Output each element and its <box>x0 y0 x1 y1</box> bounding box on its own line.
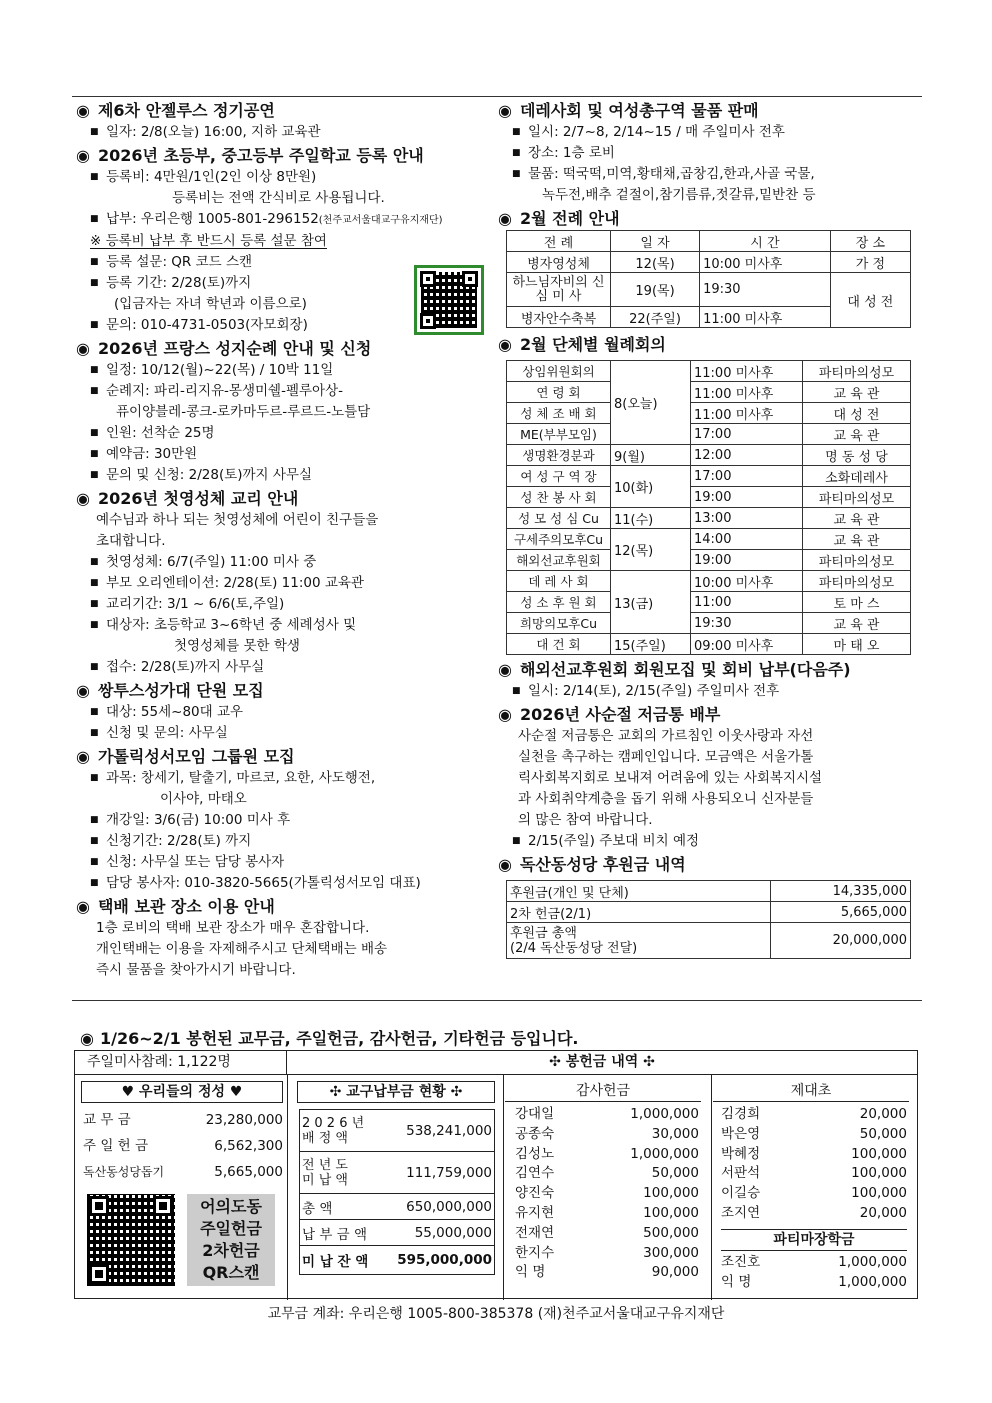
list-item <box>515 1105 699 1125</box>
pay-text: 납부: 우리은행 1005-801-296152 <box>106 211 319 227</box>
qr-label <box>187 1194 275 1286</box>
donor-name: 유지현 <box>515 1204 555 1221</box>
table-cell: ME(부부모임) <box>507 424 611 445</box>
table-row <box>300 1194 494 1220</box>
bullet-icon: ◉ <box>498 101 512 120</box>
list-item <box>721 1253 907 1273</box>
list-item <box>721 1184 907 1204</box>
paragraph: 예수님과 하나 되는 첫영성체에 어린이 친구들을 <box>96 512 379 528</box>
table-row <box>507 902 911 923</box>
list-item-cont: (입금자는 자녀 학년과 이름으로) <box>114 296 307 312</box>
donor-name: 전재연 <box>515 1224 555 1241</box>
row-label: 2 0 2 6 년 배 정 액 <box>302 1115 365 1146</box>
list-item <box>83 1159 283 1185</box>
table-cell: 11(수) <box>611 508 691 529</box>
table-cell: 19:00 <box>691 487 803 508</box>
donor-amount: 50,000 <box>859 1125 907 1142</box>
section-title: 제6차 안젤루스 정기공연 <box>97 101 275 120</box>
list-item: ■ 접수: 2/28(토)까지 사무실 <box>76 657 488 678</box>
qr-label-line: QR스캔 <box>202 1263 260 1282</box>
table-cell: 19:30 <box>700 273 831 307</box>
donor-amount: 50,000 <box>651 1165 699 1182</box>
list-item: ■ 장소: 1층 로비 <box>498 143 918 164</box>
donor-amount: 30,000 <box>651 1125 699 1142</box>
donor-amount: 90,000 <box>651 1264 699 1281</box>
list-item: ■ 순례지: 파리-리지유-몽생미쉘-펠루아상- <box>76 381 488 402</box>
table-row <box>300 1220 494 1246</box>
donor-name: 이길승 <box>721 1185 761 1202</box>
paragraph: 개인택배는 이용을 자제해주시고 단체택배는 배송 <box>96 941 388 957</box>
table-cell: 10:00 미사후 <box>700 252 831 273</box>
table-cell: 20,000,000 <box>771 923 911 959</box>
table-cell: 성 찬 봉 사 회 <box>507 487 611 508</box>
table-row <box>507 592 911 613</box>
table-cell: 소화데레사 <box>803 466 911 487</box>
bullet-icon: ◉ <box>76 101 90 120</box>
list-item <box>515 1244 699 1264</box>
section-sunday-school <box>76 145 488 336</box>
list-item: ■ 대상: 55세~80대 교우 <box>76 702 488 723</box>
table-cell: 10:00 미사후 <box>691 571 803 592</box>
table-cell: 대 성 전 <box>803 403 911 424</box>
item-label: 교 무 금 <box>83 1112 131 1128</box>
meetings-table <box>506 360 911 655</box>
table-cell: 8(오늘) <box>611 361 691 445</box>
qr-code-icon[interactable] <box>414 265 484 335</box>
divider <box>711 1075 712 1300</box>
table-cell: 연 령 회 <box>507 382 611 403</box>
row-value: 111,759,000 <box>406 1164 492 1181</box>
section-angelus <box>76 100 488 143</box>
attendance: 주일미사참례: 1,122명 <box>75 1051 287 1075</box>
table-cell: 대 건 회 <box>507 634 611 655</box>
list-item: ■ 등록비: 4만원/1인(2인 이상 8만원) <box>76 167 488 188</box>
list-item: ■ 신청: 사무실 또는 담당 봉사자 <box>76 852 488 873</box>
list-item: ■ 부모 오리엔테이션: 2/28(토) 11:00 교육관 <box>76 573 488 594</box>
section-pilgrimage <box>76 338 488 486</box>
section-title: 2월 전례 안내 <box>519 209 620 228</box>
bullet-icon: ◉ <box>76 681 90 700</box>
table-cell: 병자안수축복 <box>507 307 611 328</box>
section-choir <box>76 680 488 744</box>
list-item: ■ 문의 및 신청: 2/28(토)까지 사무실 <box>76 465 488 486</box>
list-item: ■ 등록 기간: 2/28(토)까지 <box>76 273 488 294</box>
table-cell: 성 소 후 원 회 <box>507 592 611 613</box>
section-donations <box>498 854 918 959</box>
table-cell: 19:00 <box>691 550 803 571</box>
section-title: 2026년 첫영성체 교리 안내 <box>97 489 299 508</box>
list-item: ■ 일자: 2/8(오늘) 16:00, 지하 교육관 <box>76 122 488 143</box>
paragraph: 사순절 저금통은 교회의 가르침인 이웃사랑과 자선 <box>518 728 814 744</box>
list-item <box>721 1105 907 1125</box>
list-item <box>515 1184 699 1204</box>
table-cell: 명 동 성 당 <box>803 445 911 466</box>
table-row <box>507 634 911 655</box>
bullet-icon: ◉ <box>498 335 512 354</box>
donor-name: 서판석 <box>721 1165 761 1182</box>
thanks-title: 감사헌금 <box>505 1081 701 1102</box>
donor-name: 강대일 <box>515 1106 555 1122</box>
section-liturgy <box>498 208 918 328</box>
donor-amount: 100,000 <box>851 1165 907 1182</box>
table-cell: 병자영성체 <box>507 252 611 273</box>
donor-name: 김경희 <box>721 1106 761 1122</box>
section-lent-box <box>498 704 918 852</box>
table-cell: 11:00 미사후 <box>700 307 831 328</box>
item-label: 주 일 헌 금 <box>83 1138 149 1154</box>
paragraph: 실천을 촉구하는 캠페인입니다. 모금액은 서울가톨 <box>518 749 814 765</box>
table-cell: 파티마의성모 <box>803 487 911 508</box>
list-item: ■ 신청 및 문의: 사무실 <box>76 723 488 744</box>
donor-name: 양진숙 <box>515 1185 555 1202</box>
table-cell: 14,335,000 <box>771 881 911 902</box>
list-item: ■ 일정: 10/12(월)~22(목) / 10박 11일 <box>76 360 488 381</box>
table-cell: 19(목) <box>611 273 700 307</box>
list-item: ■ 교리기간: 3/1 ~ 6/6(토,주일) <box>76 594 488 615</box>
row-value: 650,000,000 <box>406 1198 492 1215</box>
section-teresa-sale <box>498 100 918 206</box>
donor-amount: 1,000,000 <box>630 1106 699 1122</box>
our-offering-list <box>83 1107 283 1185</box>
donor-name: 김성노 <box>515 1145 555 1162</box>
offering-section-title <box>80 1026 579 1049</box>
section-monthly-meetings <box>498 334 918 655</box>
section-title: 2026년 초등부, 중고등부 주일학교 등록 안내 <box>97 146 424 165</box>
table-row <box>507 361 911 382</box>
item-value: 5,665,000 <box>214 1164 283 1180</box>
section-title: 데레사회 및 여성총구역 물품 판매 <box>519 101 759 120</box>
offering-box <box>74 1050 918 1299</box>
list-item <box>721 1145 907 1165</box>
list-item: ■ 등록 설문: QR 코드 스캔 <box>76 252 488 273</box>
row-value: 538,241,000 <box>406 1122 492 1139</box>
row-label: 미 납 잔 액 <box>302 1254 369 1270</box>
list-item-cont: 이사야, 마태오 <box>160 791 247 807</box>
table-cell: 상임위원회의 <box>507 361 611 382</box>
donor-amount: 500,000 <box>643 1224 699 1241</box>
section-first-communion <box>76 488 488 678</box>
qr-label-line: 어의도동 <box>200 1197 262 1216</box>
donor-name: 박혜정 <box>721 1145 761 1162</box>
section-mission-support <box>498 659 918 702</box>
paragraph: 과 사회취약계층을 돕기 위해 사용되오니 신자분들 <box>518 791 814 807</box>
paragraph: 즉시 물품을 찾아가시기 바랍니다. <box>96 962 296 978</box>
section-title: 해외선교후원회 회원모집 및 회비 납부(다음주) <box>519 660 851 679</box>
qr-label-line: 2차헌금 <box>202 1241 260 1260</box>
list-item <box>515 1125 699 1145</box>
divider <box>72 1000 922 1001</box>
donor-amount: 20,000 <box>859 1204 907 1221</box>
fatima-list <box>721 1253 907 1293</box>
table-row <box>507 923 911 959</box>
section-title: 가톨릭성서모임 그룹원 모집 <box>97 747 295 766</box>
table-cell: 17:00 <box>691 466 803 487</box>
thanks-list <box>515 1105 699 1283</box>
paragraph: 초대합니다. <box>96 533 166 549</box>
list-item: ■ 인원: 선착순 25명 <box>76 423 488 444</box>
list-item: ■ 대상자: 초등학교 3~6학년 중 세례성사 및 <box>76 615 488 636</box>
top-rule <box>72 96 922 97</box>
list-item: ■ 예약금: 30만원 <box>76 444 488 465</box>
altar-list <box>721 1105 907 1224</box>
donor-amount: 20,000 <box>859 1106 907 1122</box>
right-column <box>498 100 918 961</box>
table-cell: 15(주일) <box>611 634 691 655</box>
table-row <box>507 382 911 403</box>
donor-name: 익 명 <box>721 1273 752 1290</box>
list-item <box>515 1204 699 1224</box>
table-cell: 12(목) <box>611 529 691 571</box>
table-cell: 교 육 관 <box>803 529 911 550</box>
table-row <box>507 571 911 592</box>
table-cell: 성 모 성 심 Cu <box>507 508 611 529</box>
table-cell: 성 체 조 배 회 <box>507 403 611 424</box>
qr-label-line: 주일헌금 <box>200 1219 262 1238</box>
donor-name: 박은영 <box>721 1125 761 1142</box>
table-row <box>507 424 911 445</box>
donor-name: 김연수 <box>515 1165 555 1182</box>
table-cell: 22(주일) <box>611 307 700 328</box>
section-title: 2월 단체별 월례회의 <box>519 335 666 354</box>
list-item <box>83 1133 283 1159</box>
donor-name: 조지연 <box>721 1204 761 1221</box>
table-cell: 마 태 오 <box>803 634 911 655</box>
list-item <box>83 1107 283 1133</box>
header-cell: 장 소 <box>830 231 910 252</box>
bullet-icon: ◉ <box>76 146 90 165</box>
donor-name: 공종숙 <box>515 1125 555 1142</box>
table-row <box>300 1246 494 1274</box>
list-item-cont: 퓨이양블레-콩크-로카마두르-루르드-노틀담 <box>116 404 371 420</box>
section-parcel <box>76 896 488 981</box>
donor-amount: 100,000 <box>851 1145 907 1162</box>
item-value: 6,562,300 <box>214 1138 283 1154</box>
table-row <box>507 252 911 273</box>
list-item <box>515 1164 699 1184</box>
table-cell: 희망의모후Cu <box>507 613 611 634</box>
table-cell: 교 육 관 <box>803 613 911 634</box>
liturgy-table <box>506 230 911 328</box>
section-title: 독산동성당 후원금 내역 <box>519 855 686 874</box>
table-row <box>507 550 911 571</box>
table-row <box>507 273 911 307</box>
section-bible-group <box>76 746 488 894</box>
bullet-icon: ◉ <box>76 489 90 508</box>
list-item: ■ 첫영성체: 6/7(주일) 11:00 미사 중 <box>76 552 488 573</box>
title-text: 1/26~2/1 봉헌된 교무금, 주일헌금, 감사헌금, 기타헌금 등입니다. <box>99 1029 579 1048</box>
table-cell: 12:00 <box>691 445 803 466</box>
section-title: 택배 보관 장소 이용 안내 <box>97 897 275 916</box>
paragraph: 릭사회복지회로 보내져 어려움에 있는 사회복지시설 <box>518 770 823 786</box>
table-cell: 교 육 관 <box>803 424 911 445</box>
section-title: 2026년 사순절 저금통 배부 <box>519 705 721 724</box>
table-row <box>507 529 911 550</box>
list-item-cont: 등록비는 전액 간식비로 사용됩니다. <box>172 190 385 206</box>
fatima-title: 파티마장학금 <box>721 1229 907 1251</box>
section-title: 쌍투스성가대 단원 모집 <box>97 681 264 700</box>
table-cell: 19:30 <box>691 613 803 634</box>
divider <box>503 1075 504 1300</box>
donor-name: 익 명 <box>515 1264 546 1281</box>
list-item: ■ 문의: 010-4731-0503(자모회장) <box>76 315 488 336</box>
table-cell: 파티마의성모 <box>803 571 911 592</box>
table-cell: 구세주의모후Cu <box>507 529 611 550</box>
bullet-icon: ◉ <box>76 339 90 358</box>
table-row <box>507 881 911 902</box>
account-info: 교무금 계좌: 우리은행 1005-800-385378 (재)천주교서울대교구유지재단 <box>267 1306 725 1322</box>
list-item: ■ 담당 봉사자: 010-3820-5665(가톨릭성서모임 대표) <box>76 873 488 894</box>
row-value: 55,000,000 <box>414 1224 492 1241</box>
table-cell: 생명환경분과 <box>507 445 611 466</box>
bullet-icon: ◉ <box>80 1029 94 1048</box>
paragraph: 의 많은 참여 바랍니다. <box>518 812 653 828</box>
table-cell: 11:00 미사후 <box>691 361 803 382</box>
table-cell: 대 성 전 <box>830 273 910 328</box>
header-cell: 시 간 <box>700 231 831 252</box>
table-cell: 17:00 <box>691 424 803 445</box>
section-title: 2026년 프랑스 성지순례 안내 및 신청 <box>97 339 372 358</box>
donor-amount: 1,000,000 <box>630 1145 699 1162</box>
table-cell: 가 정 <box>830 252 910 273</box>
table-cell: 후원금(개인 및 단체) <box>507 881 771 902</box>
table-row <box>300 1152 494 1194</box>
table-cell: 11:00 미사후 <box>691 403 803 424</box>
table-cell: 09:00 미사후 <box>691 634 803 655</box>
table-row <box>507 487 911 508</box>
bullet-icon: ◉ <box>76 747 90 766</box>
offering-qr-code-icon[interactable] <box>87 1194 175 1286</box>
table-cell: 5,665,000 <box>771 902 911 923</box>
item-label: 독산동성당돕기 <box>83 1165 165 1179</box>
list-item: ■ 개강일: 3/6(금) 10:00 미사 후 <box>76 810 488 831</box>
altar-title: 제대초 <box>713 1081 909 1102</box>
table-cell: 14:00 <box>691 529 803 550</box>
divider <box>287 1075 288 1300</box>
paragraph: 1층 로비의 택배 보관 장소가 매우 혼잡합니다. <box>96 920 370 936</box>
table-row <box>507 613 911 634</box>
list-item <box>515 1224 699 1244</box>
bullet-icon: ◉ <box>498 209 512 228</box>
table-cell: 13:00 <box>691 508 803 529</box>
table-row <box>507 508 911 529</box>
list-item-cont: 녹두전,배추 겉절이,참기름류,젓갈류,밑반찬 등 <box>542 187 816 203</box>
list-item: ■ 물품: 떡국떡,미역,황태채,곱창김,한과,사골 국물, <box>498 164 918 185</box>
table-cell: 11:00 미사후 <box>691 382 803 403</box>
table-cell: 9(월) <box>611 445 691 466</box>
list-item: ■ 신청기간: 2/28(토) 까지 <box>76 831 488 852</box>
list-item: ■ 일시: 2/14(토), 2/15(주일) 주일미사 전후 <box>498 681 918 702</box>
list-item <box>721 1204 907 1224</box>
table-cell: 데 레 사 회 <box>507 571 611 592</box>
table-row <box>507 445 911 466</box>
donor-name: 한지수 <box>515 1244 555 1261</box>
table-cell: 후원금 총액 (2/4 독산동성당 전달) <box>507 923 771 959</box>
list-item-cont: 첫영성체를 못한 학생 <box>174 638 300 654</box>
donor-amount: 1,000,000 <box>838 1273 907 1290</box>
our-offering-title: ♥ 우리들의 정성 ♥ <box>81 1081 283 1103</box>
item-value: 23,280,000 <box>205 1112 283 1128</box>
donor-amount: 1,000,000 <box>838 1254 907 1270</box>
table-cell: 13(금) <box>611 571 691 634</box>
donor-amount: 100,000 <box>643 1185 699 1202</box>
list-item <box>76 209 488 231</box>
table-row <box>507 466 911 487</box>
list-item <box>721 1273 907 1293</box>
offering-header: ✣ 봉헌금 내역 ✣ <box>287 1051 917 1075</box>
list-item: ■ 2/15(주일) 주보대 비치 예정 <box>498 831 918 852</box>
dues-title: ✣ 교구납부금 현황 ✣ <box>297 1081 495 1103</box>
header-cell: 전 례 <box>507 231 611 252</box>
row-label: 총 액 <box>302 1200 333 1217</box>
table-cell: 12(목) <box>611 252 700 273</box>
bullet-icon: ◉ <box>498 705 512 724</box>
table-cell: 11:00 <box>691 592 803 613</box>
table-cell: 파티마의성모 <box>803 550 911 571</box>
table-cell: 해외선교후원회 <box>507 550 611 571</box>
donations-table <box>506 880 911 959</box>
bullet-icon: ◉ <box>76 897 90 916</box>
table-cell: 2차 헌금(2/1) <box>507 902 771 923</box>
bullet-icon: ◉ <box>498 660 512 679</box>
list-item <box>721 1125 907 1145</box>
list-item: ■ 일시: 2/7~8, 2/14~15 / 매 주일미사 전후 <box>498 122 918 143</box>
donor-amount: 100,000 <box>643 1204 699 1221</box>
row-label: 전 년 도 미 납 액 <box>302 1157 348 1188</box>
pay-small: (천주교서울대교구유지재단) <box>318 215 443 226</box>
donor-amount: 100,000 <box>851 1185 907 1202</box>
table-cell: 하느님자비의 신 심 미 사 <box>507 273 611 307</box>
table-cell: 토 마 스 <box>803 592 911 613</box>
table-header <box>507 231 911 252</box>
table-row <box>300 1110 494 1152</box>
header-cell: 일 자 <box>611 231 700 252</box>
row-label: 납 부 금 액 <box>302 1226 368 1243</box>
donor-name: 조진호 <box>721 1254 761 1270</box>
left-column <box>76 100 488 983</box>
row-value: 595,000,000 <box>397 1252 492 1268</box>
list-item <box>721 1164 907 1184</box>
table-cell: 교 육 관 <box>803 508 911 529</box>
table-cell: 교 육 관 <box>803 382 911 403</box>
dues-table <box>299 1109 495 1275</box>
bullet-icon: ◉ <box>498 855 512 874</box>
table-cell: 10(화) <box>611 466 691 508</box>
list-item <box>515 1145 699 1165</box>
donor-amount: 300,000 <box>643 1244 699 1261</box>
notice-text: ※ 등록비 납부 후 반드시 등록 설문 참여 <box>90 233 327 249</box>
table-cell: 여 성 구 역 장 <box>507 466 611 487</box>
list-item <box>515 1263 699 1283</box>
table-cell: 파티마의성모 <box>803 361 911 382</box>
list-item: ■ 과목: 창세기, 탈출기, 마르코, 요한, 사도행전, <box>76 768 488 789</box>
table-row <box>507 403 911 424</box>
